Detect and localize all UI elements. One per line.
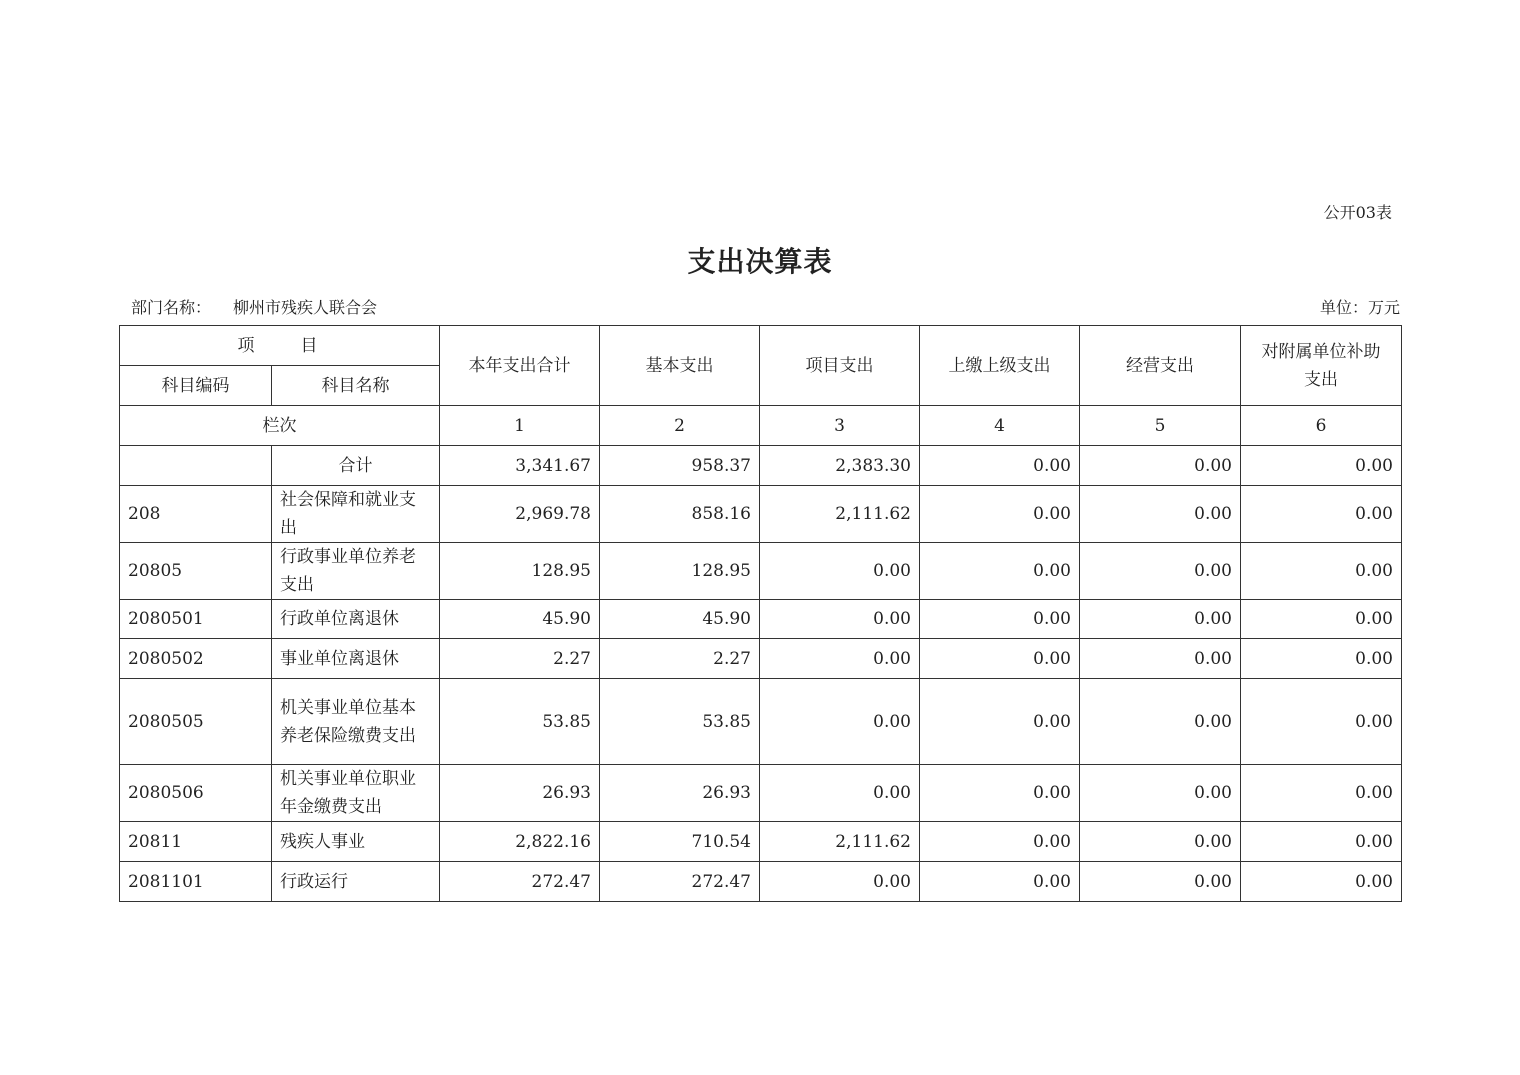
row-value: 45.90 xyxy=(600,600,760,639)
table-row xyxy=(120,822,1402,862)
row-value: 0.00 xyxy=(1241,600,1402,639)
row-value: 0.00 xyxy=(920,486,1080,543)
row-name: 合计 xyxy=(272,446,440,486)
row-value: 0.00 xyxy=(920,862,1080,902)
row-value: 958.37 xyxy=(600,446,760,486)
row-value: 53.85 xyxy=(440,679,600,765)
table-row xyxy=(120,765,1402,822)
row-value: 0.00 xyxy=(760,543,920,600)
header-upper: 上缴上级支出 xyxy=(920,326,1080,406)
form-number: 公开03表 xyxy=(1323,203,1392,222)
row-value: 0.00 xyxy=(1080,639,1241,679)
row-value: 0.00 xyxy=(1241,446,1402,486)
row-value: 2,383.30 xyxy=(760,446,920,486)
column-number: 3 xyxy=(760,406,920,446)
row-value: 26.93 xyxy=(440,765,600,822)
row-code: 2080501 xyxy=(120,600,272,639)
row-value: 53.85 xyxy=(600,679,760,765)
row-value: 2.27 xyxy=(600,639,760,679)
row-value: 2,969.78 xyxy=(440,486,600,543)
row-value: 272.47 xyxy=(600,862,760,902)
row-code: 2080506 xyxy=(120,765,272,822)
row-value: 2,111.62 xyxy=(760,822,920,862)
row-value: 128.95 xyxy=(440,543,600,600)
row-value: 2,111.62 xyxy=(760,486,920,543)
table-row xyxy=(120,639,1402,679)
header-code: 科目编码 xyxy=(120,366,272,406)
row-name: 机关事业单位职业年金缴费支出 xyxy=(272,765,440,822)
table-row xyxy=(120,486,1402,543)
row-value: 710.54 xyxy=(600,822,760,862)
department-line xyxy=(131,295,377,318)
header-project: 项目支出 xyxy=(760,326,920,406)
expenditure-table xyxy=(119,325,1402,902)
row-value: 0.00 xyxy=(1080,862,1241,902)
row-value: 0.00 xyxy=(920,543,1080,600)
row-value: 2.27 xyxy=(440,639,600,679)
row-name: 社会保障和就业支出 xyxy=(272,486,440,543)
row-name: 残疾人事业 xyxy=(272,822,440,862)
row-code xyxy=(120,446,272,486)
row-code: 20811 xyxy=(120,822,272,862)
table-row xyxy=(120,446,1402,486)
row-name: 机关事业单位基本养老保险缴费支出 xyxy=(272,679,440,765)
row-value: 0.00 xyxy=(1080,486,1241,543)
row-value: 0.00 xyxy=(760,600,920,639)
column-number: 2 xyxy=(600,406,760,446)
row-value: 0.00 xyxy=(1241,639,1402,679)
table-row xyxy=(120,862,1402,902)
unit-label: 单位：万元 xyxy=(1319,298,1400,317)
row-name: 行政事业单位养老支出 xyxy=(272,543,440,600)
row-value: 0.00 xyxy=(1241,822,1402,862)
column-number-row xyxy=(120,406,1402,446)
row-value: 0.00 xyxy=(920,446,1080,486)
header-subsidy: 对附属单位补助支出 xyxy=(1241,326,1402,406)
department-name: 柳州市残疾人联合会 xyxy=(233,298,378,317)
header-name: 科目名称 xyxy=(272,366,440,406)
header-row-1 xyxy=(120,326,1402,366)
column-label: 栏次 xyxy=(120,406,440,446)
row-code: 2081101 xyxy=(120,862,272,902)
header-business: 经营支出 xyxy=(1080,326,1241,406)
row-value: 0.00 xyxy=(1241,486,1402,543)
row-value: 0.00 xyxy=(1080,543,1241,600)
department-label: 部门名称： xyxy=(131,298,212,317)
row-code: 2080505 xyxy=(120,679,272,765)
row-code: 2080502 xyxy=(120,639,272,679)
row-name: 事业单位离退休 xyxy=(272,639,440,679)
column-number: 1 xyxy=(440,406,600,446)
row-value: 0.00 xyxy=(1080,765,1241,822)
row-code: 20805 xyxy=(120,543,272,600)
row-value: 0.00 xyxy=(760,639,920,679)
row-value: 26.93 xyxy=(600,765,760,822)
row-value: 0.00 xyxy=(1241,679,1402,765)
column-number: 5 xyxy=(1080,406,1241,446)
header-total: 本年支出合计 xyxy=(440,326,600,406)
row-value: 0.00 xyxy=(920,639,1080,679)
table-row xyxy=(120,543,1402,600)
row-value: 2,822.16 xyxy=(440,822,600,862)
table-row xyxy=(120,600,1402,639)
row-value: 45.90 xyxy=(440,600,600,639)
row-name: 行政单位离退休 xyxy=(272,600,440,639)
row-value: 0.00 xyxy=(920,765,1080,822)
row-value: 0.00 xyxy=(1241,765,1402,822)
row-value: 0.00 xyxy=(1080,446,1241,486)
row-value: 0.00 xyxy=(760,679,920,765)
column-number: 6 xyxy=(1241,406,1402,446)
row-name: 行政运行 xyxy=(272,862,440,902)
row-code: 208 xyxy=(120,486,272,543)
row-value: 0.00 xyxy=(1241,862,1402,902)
row-value: 0.00 xyxy=(760,765,920,822)
header-basic: 基本支出 xyxy=(600,326,760,406)
row-value: 0.00 xyxy=(1080,679,1241,765)
row-value: 0.00 xyxy=(920,679,1080,765)
column-number: 4 xyxy=(920,406,1080,446)
row-value: 0.00 xyxy=(1080,600,1241,639)
row-value: 0.00 xyxy=(1241,543,1402,600)
row-value: 3,341.67 xyxy=(440,446,600,486)
row-value: 128.95 xyxy=(600,543,760,600)
row-value: 272.47 xyxy=(440,862,600,902)
page-title: 支出决算表 xyxy=(687,245,833,278)
row-value: 0.00 xyxy=(1080,822,1241,862)
row-value: 0.00 xyxy=(920,822,1080,862)
table-row xyxy=(120,679,1402,765)
row-value: 858.16 xyxy=(600,486,760,543)
row-value: 0.00 xyxy=(920,600,1080,639)
row-value: 0.00 xyxy=(760,862,920,902)
header-item: 项 目 xyxy=(120,326,440,366)
